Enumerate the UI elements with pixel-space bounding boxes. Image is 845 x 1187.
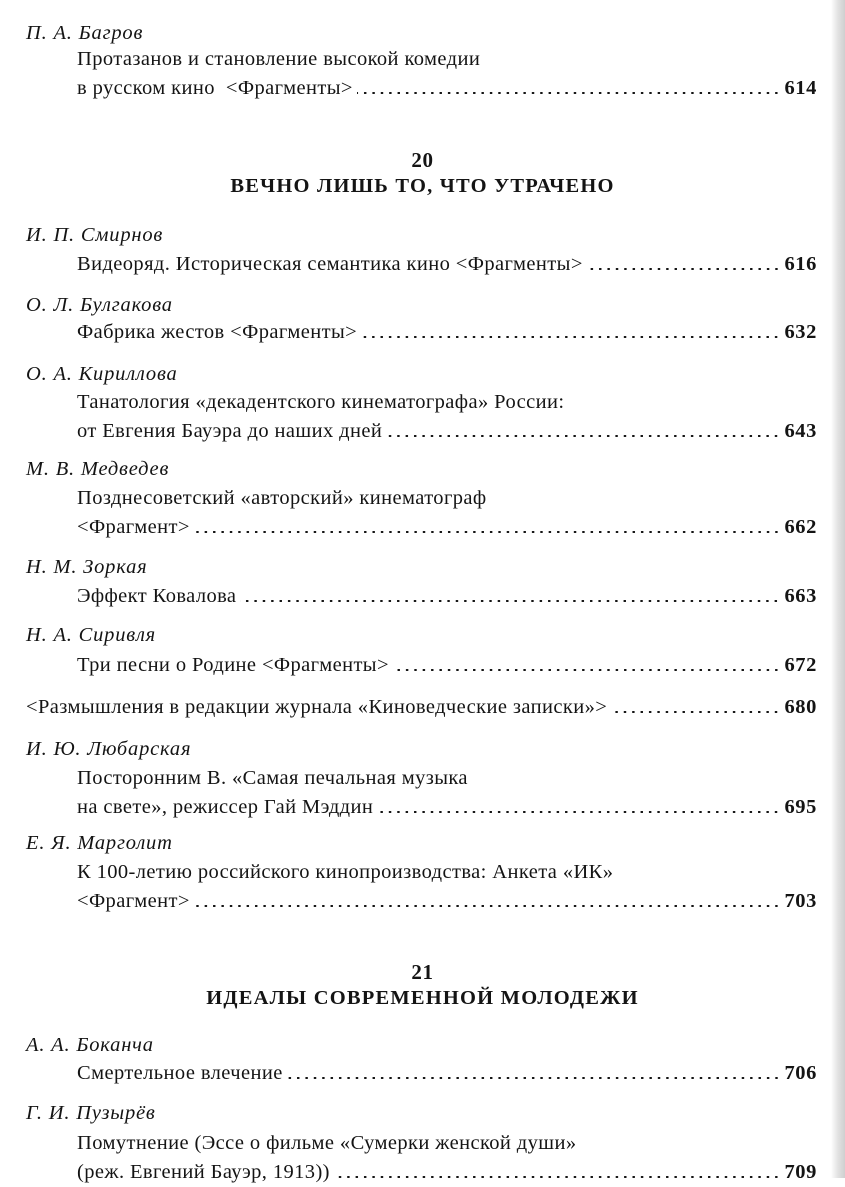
title-line: Протазанов и становление высокой комедии [77,48,481,70]
title-line: Фабрика жестов <Фрагменты> [77,321,358,343]
toc-author: Н. А. Сиривля [26,624,157,646]
toc-author: Н. М. Зоркая [26,556,148,578]
page-number: 695 [784,796,817,818]
toc-entry-title [77,651,817,680]
dot-leader [287,1077,781,1079]
toc-entry-title [77,582,817,611]
toc-entry-title [77,250,817,279]
dot-leader [361,336,780,338]
title-line: на свете», режиссер Гай Мэддин [77,796,374,818]
title-line: Позднесоветский «авторский» кинематограф [77,487,487,509]
dot-leader [611,711,780,713]
page-number: 663 [784,585,817,607]
page-number: 643 [784,420,817,442]
title-line: Смертельное влечение [77,1062,283,1084]
section-title: ВЕЧНО ЛИШЬ ТО, ЧТО УТРАЧЕНО [230,175,615,197]
title-line: Посторонним В. «Самая печальная музыка [77,767,468,789]
page-number: 680 [784,696,817,718]
toc-author: Е. Я. Марголит [26,832,173,854]
toc-entry-title [77,858,817,916]
toc-author: М. В. Медведев [26,458,170,480]
toc-entry-title [77,1059,817,1088]
title-line: Помутнение (Эссе о фильме «Сумерки женской души» [77,1132,577,1154]
title-line: от Евгения Бауэра до наших дней [77,420,383,442]
toc-entry-title [77,45,817,103]
dot-leader [357,92,781,94]
dot-leader [393,669,781,671]
toc-author: А. А. Боканча [26,1034,154,1056]
page-number: 662 [784,516,817,538]
toc-entry-title [77,1129,817,1187]
dot-leader [194,905,781,907]
toc-entry-title [77,484,817,542]
toc-entry-title [77,764,817,822]
toc-author: Г. И. Пузырёв [26,1102,156,1124]
title-line: Эффект Ковалова [77,585,237,607]
page-number: 706 [784,1062,817,1084]
dot-leader [240,600,780,602]
title-line: <Фрагмент> [77,890,190,912]
title-line: К 100-летию российского кинопроизводства: Анкета «ИК» [77,861,614,883]
toc-author: И. Ю. Любарская [26,738,192,760]
title-line: в русском кино <Фрагменты> [77,77,353,99]
page-number: 703 [784,890,817,912]
title-line: (реж. Евгений Бауэр, 1913)) [77,1161,330,1183]
section-title: ИДЕАЛЫ СОВРЕМЕННОЙ МОЛОДЕЖИ [206,987,639,1009]
toc-entry-title [77,388,817,446]
title-line: <Размышления в редакции журнала «Киноведческие записки»> [26,696,608,718]
toc-author: О. Л. Булгакова [26,294,173,316]
title-line: Танатология «декадентского кинематографа» России: [77,391,565,413]
section-number: 20 [411,148,434,172]
dot-leader [377,811,780,813]
page-number: 614 [784,77,817,99]
title-line: Три песни о Родине <Фрагменты> [77,654,389,676]
toc-author: И. П. Смирнов [26,224,164,246]
page-number: 672 [784,654,817,676]
dot-leader [587,268,781,270]
toc-entry-title [77,318,817,347]
toc-author: П. А. Багров [26,22,144,44]
dot-leader [386,435,780,437]
section-number: 21 [411,960,434,984]
page-number: 709 [784,1161,817,1183]
page-number: 632 [784,321,817,343]
toc-author: О. А. Кириллова [26,363,178,385]
dot-leader [194,531,781,533]
title-line: Видеоряд. Историческая семантика кино <Фрагменты> [77,253,583,275]
page-number: 616 [784,253,817,275]
toc-entry-title [26,693,817,722]
title-line: <Фрагмент> [77,516,190,538]
